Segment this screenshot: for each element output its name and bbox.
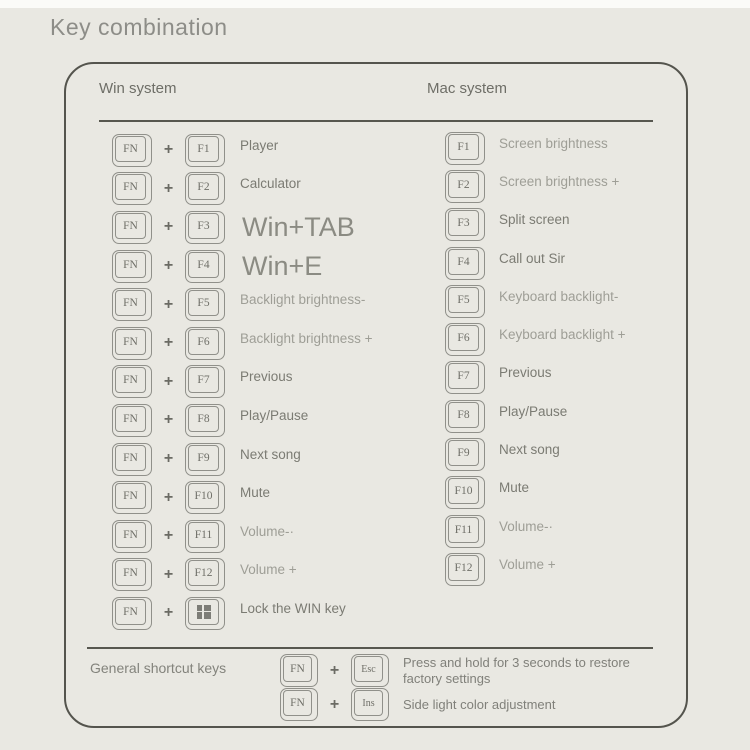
f7-key: F7 (445, 361, 485, 394)
shortcut-label: Screen brightness (499, 135, 608, 151)
shortcut-description: Press and hold for 3 seconds to restore factory settings (403, 654, 630, 686)
fn-key: FN (112, 520, 152, 553)
fn-key: FN (112, 134, 152, 167)
general-shortcut-rows (280, 654, 643, 722)
f1-key: F1 (185, 134, 225, 167)
shortcut-label: Volume + (499, 556, 556, 572)
fn-key: FN (280, 654, 318, 687)
f9-key: F9 (445, 438, 485, 471)
shortcut-label: Keyboard backlight- (499, 288, 619, 304)
plus-sign: + (329, 661, 340, 679)
win-row-f5 (112, 285, 372, 324)
fn-key: FN (112, 558, 152, 591)
plus-sign: + (163, 179, 174, 197)
esc-key: Esc (351, 654, 389, 687)
win-row-f11 (112, 517, 372, 556)
shortcut-label: Split screen (499, 212, 570, 228)
mac-system-header: Mac system (427, 80, 508, 97)
shortcut-label: Win+E (242, 250, 323, 281)
plus-sign: + (163, 334, 174, 352)
mac-row-f7 (445, 359, 625, 397)
shortcut-label: Backlight brightness- (240, 292, 366, 308)
f6-key: F6 (185, 327, 225, 360)
f11-key: F11 (185, 520, 225, 553)
shortcut-label: Backlight brightness + (240, 330, 373, 346)
fn-key: FN (112, 172, 152, 205)
fn-key: FN (112, 404, 152, 437)
shortcut-label: Mute (499, 480, 530, 496)
f1-key: F1 (445, 132, 485, 165)
shortcut-label: Play/Pause (499, 403, 568, 419)
shortcut-description: Side light color adjustment (403, 696, 556, 712)
general-shortcut-keys-label: General shortcut keys (90, 660, 227, 676)
fn-key: FN (112, 443, 152, 476)
mac-row-f2 (445, 167, 625, 205)
win-row-f4 (112, 247, 372, 286)
mac-row-f5 (445, 282, 625, 320)
win-row-f7 (112, 363, 372, 402)
f10-key: F10 (445, 476, 485, 509)
shortcut-label: Next song (499, 442, 560, 458)
mac-row-f11 (445, 512, 625, 550)
shortcut-label: Previous (240, 369, 293, 385)
fn-key: FN (112, 597, 152, 630)
f9-key: F9 (185, 443, 225, 476)
general-divider (87, 647, 653, 649)
plus-sign: + (163, 141, 174, 159)
shortcut-label: Volume-· (499, 518, 554, 534)
shortcut-label: Player (240, 137, 279, 153)
plus-sign: + (163, 488, 174, 506)
f3-key: F3 (445, 208, 485, 241)
mac-row-f8 (445, 397, 625, 435)
header-divider (99, 120, 653, 122)
f8-key: F8 (185, 404, 225, 437)
general-row-esc (280, 654, 643, 687)
win-column (112, 131, 372, 633)
f7-key: F7 (185, 365, 225, 398)
general-row-ins (280, 688, 643, 721)
plus-sign: + (163, 295, 174, 313)
shortcut-label: Volume + (240, 562, 297, 578)
plus-sign: + (163, 411, 174, 429)
shortcut-label: Screen brightness + (499, 173, 620, 189)
mac-column (445, 129, 625, 589)
win-row-f12 (112, 556, 372, 595)
plus-sign: + (163, 372, 174, 390)
f11-key: F11 (445, 515, 485, 548)
fn-key: FN (112, 327, 152, 360)
fn-key: FN (112, 288, 152, 321)
win-row-f10 (112, 478, 372, 517)
shortcut-label: Next song (240, 446, 301, 462)
f4-key: F4 (185, 250, 225, 283)
mac-row-f3 (445, 206, 625, 244)
win-row-winkey (112, 594, 372, 633)
win-row-f8 (112, 401, 372, 440)
f5-key: F5 (185, 288, 225, 321)
shortcut-label: Keyboard backlight + (499, 327, 626, 343)
shortcut-label: Calculator (240, 176, 301, 192)
win-row-f3 (112, 208, 372, 247)
win-row-f2 (112, 170, 372, 209)
plus-sign: + (163, 565, 174, 583)
mac-row-f9 (445, 435, 625, 473)
mac-row-f12 (445, 550, 625, 588)
shortcut-label: Lock the WIN key (240, 600, 346, 616)
shortcut-label: Previous (499, 365, 552, 381)
plus-sign: + (163, 450, 174, 468)
f3-key: F3 (185, 211, 225, 244)
plus-sign: + (163, 257, 174, 275)
win-row-f6 (112, 324, 372, 363)
top-white-strip (0, 0, 750, 8)
f10-key: F10 (185, 481, 225, 514)
shortcut-label: Volume-· (240, 523, 295, 539)
win-system-header: Win system (99, 80, 177, 97)
f12-key: F12 (445, 553, 485, 586)
shortcut-label: Win+TAB (242, 211, 355, 242)
f2-key: F2 (185, 172, 225, 205)
fn-key: FN (280, 688, 318, 721)
f6-key: F6 (445, 323, 485, 356)
fn-key: FN (112, 211, 152, 244)
f5-key: F5 (445, 285, 485, 318)
mac-row-f4 (445, 244, 625, 282)
mac-row-f10 (445, 474, 625, 512)
fn-key: FN (112, 365, 152, 398)
mac-row-f1 (445, 129, 625, 167)
f2-key: F2 (445, 170, 485, 203)
plus-sign: + (163, 527, 174, 545)
win-row-f1 (112, 131, 372, 170)
win-row-f9 (112, 440, 372, 479)
f12-key: F12 (185, 558, 225, 591)
shortcut-label: Play/Pause (240, 407, 309, 423)
shortcut-label: Call out Sir (499, 250, 566, 266)
ins-key: Ins (351, 688, 389, 721)
page-title: Key combination (50, 14, 228, 40)
fn-key: FN (112, 481, 152, 514)
plus-sign: + (163, 218, 174, 236)
fn-key: FN (112, 250, 152, 283)
plus-sign: + (163, 604, 174, 622)
f4-key: F4 (445, 247, 485, 280)
windows-key (185, 597, 225, 630)
shortcut-label: Mute (240, 485, 271, 501)
plus-sign: + (329, 695, 340, 713)
key-combination-panel (64, 62, 688, 728)
windows-logo-icon (188, 599, 219, 625)
mac-row-f6 (445, 320, 625, 358)
f8-key: F8 (445, 400, 485, 433)
